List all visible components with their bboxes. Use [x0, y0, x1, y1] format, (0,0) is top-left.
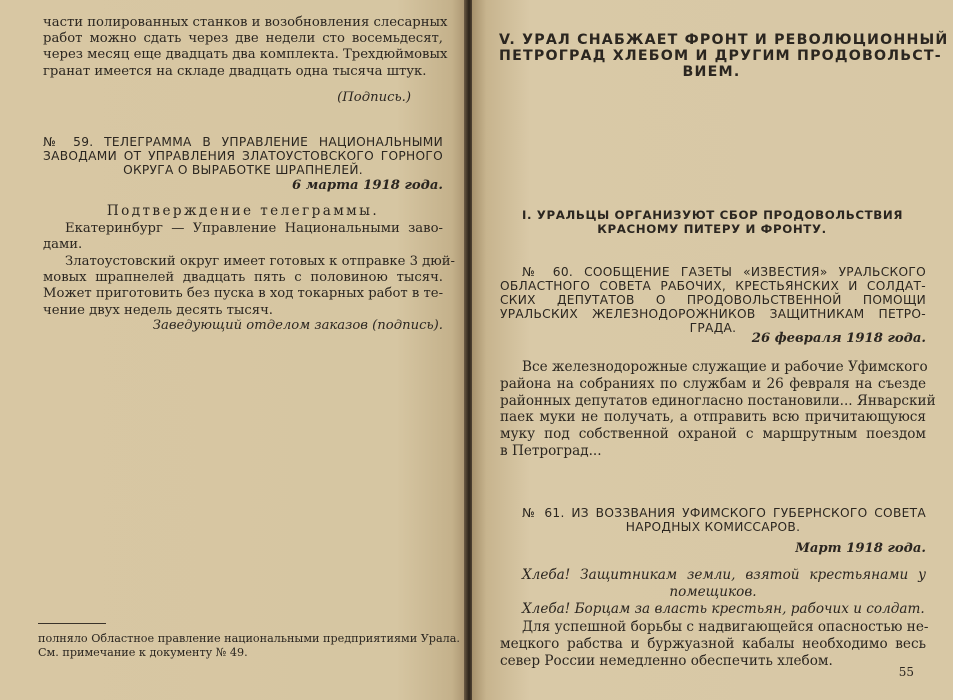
top-signature: (Подпись.) [337, 90, 411, 105]
text-line: через месяц еще двадцать два комплекта. Трехдюймовых [43, 47, 448, 63]
heading-line: УРАЛЬСКИХ ЖЕЛЕЗНОДОРОЖНИКОВ ЗАЩИТНИКАМ ПЕТРО- [500, 307, 926, 321]
chapter-title [499, 32, 949, 80]
text-line: Может приготовить без пуска в ход токарных работ в те- [43, 286, 444, 302]
doc59-body [43, 254, 456, 319]
slogan-line: Хлеба! Защитникам земли, взятой крестьянами у [522, 567, 926, 583]
heading-line: НАРОДНЫХ КОМИССАРОВ. [625, 520, 801, 534]
text-line: районных депутатов единогласно постановили... Январский [500, 392, 936, 409]
doc59-signature: Заведующий отделом заказов (подпись). [152, 318, 443, 333]
slogan-line: помещиков. [669, 583, 757, 600]
chapter-title-line: ВИЕМ. [682, 64, 741, 80]
doc59-heading [43, 135, 443, 177]
section-title [522, 208, 902, 236]
chapter-title-line: V. УРАЛ СНАБЖАЕТ ФРОНТ И РЕВОЛЮЦИОННЫЙ [499, 32, 949, 48]
text-line: гранат имеется на складе двадцать одна тысяча штук. [43, 63, 427, 79]
footnote-line: См. примечание к документу № 49. [38, 646, 248, 659]
text-line: Екатеринбург — Управление Национальными заво- [65, 221, 443, 236]
heading-line: № 59. ТЕЛЕГРАММА В УПРАВЛЕНИЕ НАЦИОНАЛЬНЫМИ [43, 135, 443, 149]
text-line: муку под собственной охраной с маршрутным поездом [500, 426, 926, 443]
text-line: части полированных станков и возобновления слесарных [43, 15, 448, 30]
doc61-body [500, 619, 929, 669]
text-line: Все железнодорожные служащие и рабочие Уфимского [522, 359, 928, 375]
doc61-date: Март 1918 года. [795, 541, 926, 556]
doc61-slogans [500, 567, 926, 617]
text-line: паек муки не получать, а отправить всю причитающуюся [500, 409, 926, 426]
slogan-line: Хлеба! Борцам за власть крестьян, рабочих и солдат. [522, 600, 925, 617]
text-line: мовых шрапнелей двадцать пять с половиною тысяч. [43, 270, 443, 286]
text-line: Для успешной борьбы с надвигающейся опасностью не- [522, 619, 929, 635]
text-line: в Петроград... [500, 442, 602, 459]
footnote-line: полняло Областное правление национальными предприятиями Урала. [38, 632, 460, 645]
heading-line: № 61. ИЗ ВОЗЗВАНИЯ УФИМСКОГО ГУБЕРНСКОГО СОВЕТА [522, 506, 926, 520]
footnote-rule [38, 623, 106, 624]
footnote [38, 632, 460, 660]
text-line: мецкого рабства и буржуазной кабалы необходимо весь [500, 635, 926, 652]
doc60-date: 26 февраля 1918 года. [751, 331, 926, 346]
heading-line: № 60. СООБЩЕНИЕ ГАЗЕТЫ «ИЗВЕСТИЯ» УРАЛЬСКОГО [522, 265, 926, 279]
heading-line: ОКРУГА О ВЫРАБОТКЕ ШРАПНЕЛЕЙ. [123, 163, 363, 177]
text-line: север России немедленно обеспечить хлебом. [500, 652, 833, 669]
doc60-body [500, 359, 936, 460]
left-page [0, 0, 466, 700]
text-line: работ можно сдать через две недели сто восемьдесят, [43, 31, 443, 47]
section-title-line: КРАСНОМУ ПИТЕРУ И ФРОНТУ. [597, 222, 827, 236]
text-line: чение двух недель десять тысяч. [43, 302, 274, 318]
doc59-date: 6 марта 1918 года. [292, 178, 443, 193]
right-page [472, 0, 953, 700]
text-line: района на собраниях по службам и 26 февраля на съезде [500, 375, 926, 392]
section-title-line: I. УРАЛЬЦЫ ОРГАНИЗУЮТ СБОР ПРОДОВОЛЬСТВИЯ [522, 208, 904, 222]
text-line: дами. [43, 237, 83, 253]
doc59-address [43, 221, 443, 253]
heading-line: СКИХ ДЕПУТАТОВ О ПРОДОВОЛЬСТВЕННОЙ ПОМОЩИ [500, 293, 926, 307]
top-paragraph [43, 15, 448, 80]
heading-line: ГРАДА. [689, 321, 737, 335]
heading-line: ОБЛАСТНОГО СОВЕТА РАБОЧИХ, КРЕСТЬЯНСКИХ И СОЛДАТ- [500, 279, 926, 293]
doc61-heading [500, 506, 926, 534]
heading-line: ЗАВОДАМИ ОТ УПРАВЛЕНИЯ ЗЛАТОУСТОВСКОГО ГОРНОГО [43, 149, 443, 163]
chapter-title-line: ПЕТРОГРАД ХЛЕБОМ И ДРУГИМ ПРОДОВОЛЬСТ- [499, 48, 942, 64]
doc59-subtitle: Подтверждение телеграммы. [106, 203, 380, 219]
page-number: 55 [898, 665, 914, 679]
text-line: Златоустовский округ имеет готовых к отправке 3 дюй- [65, 254, 456, 269]
doc60-heading [500, 265, 926, 335]
